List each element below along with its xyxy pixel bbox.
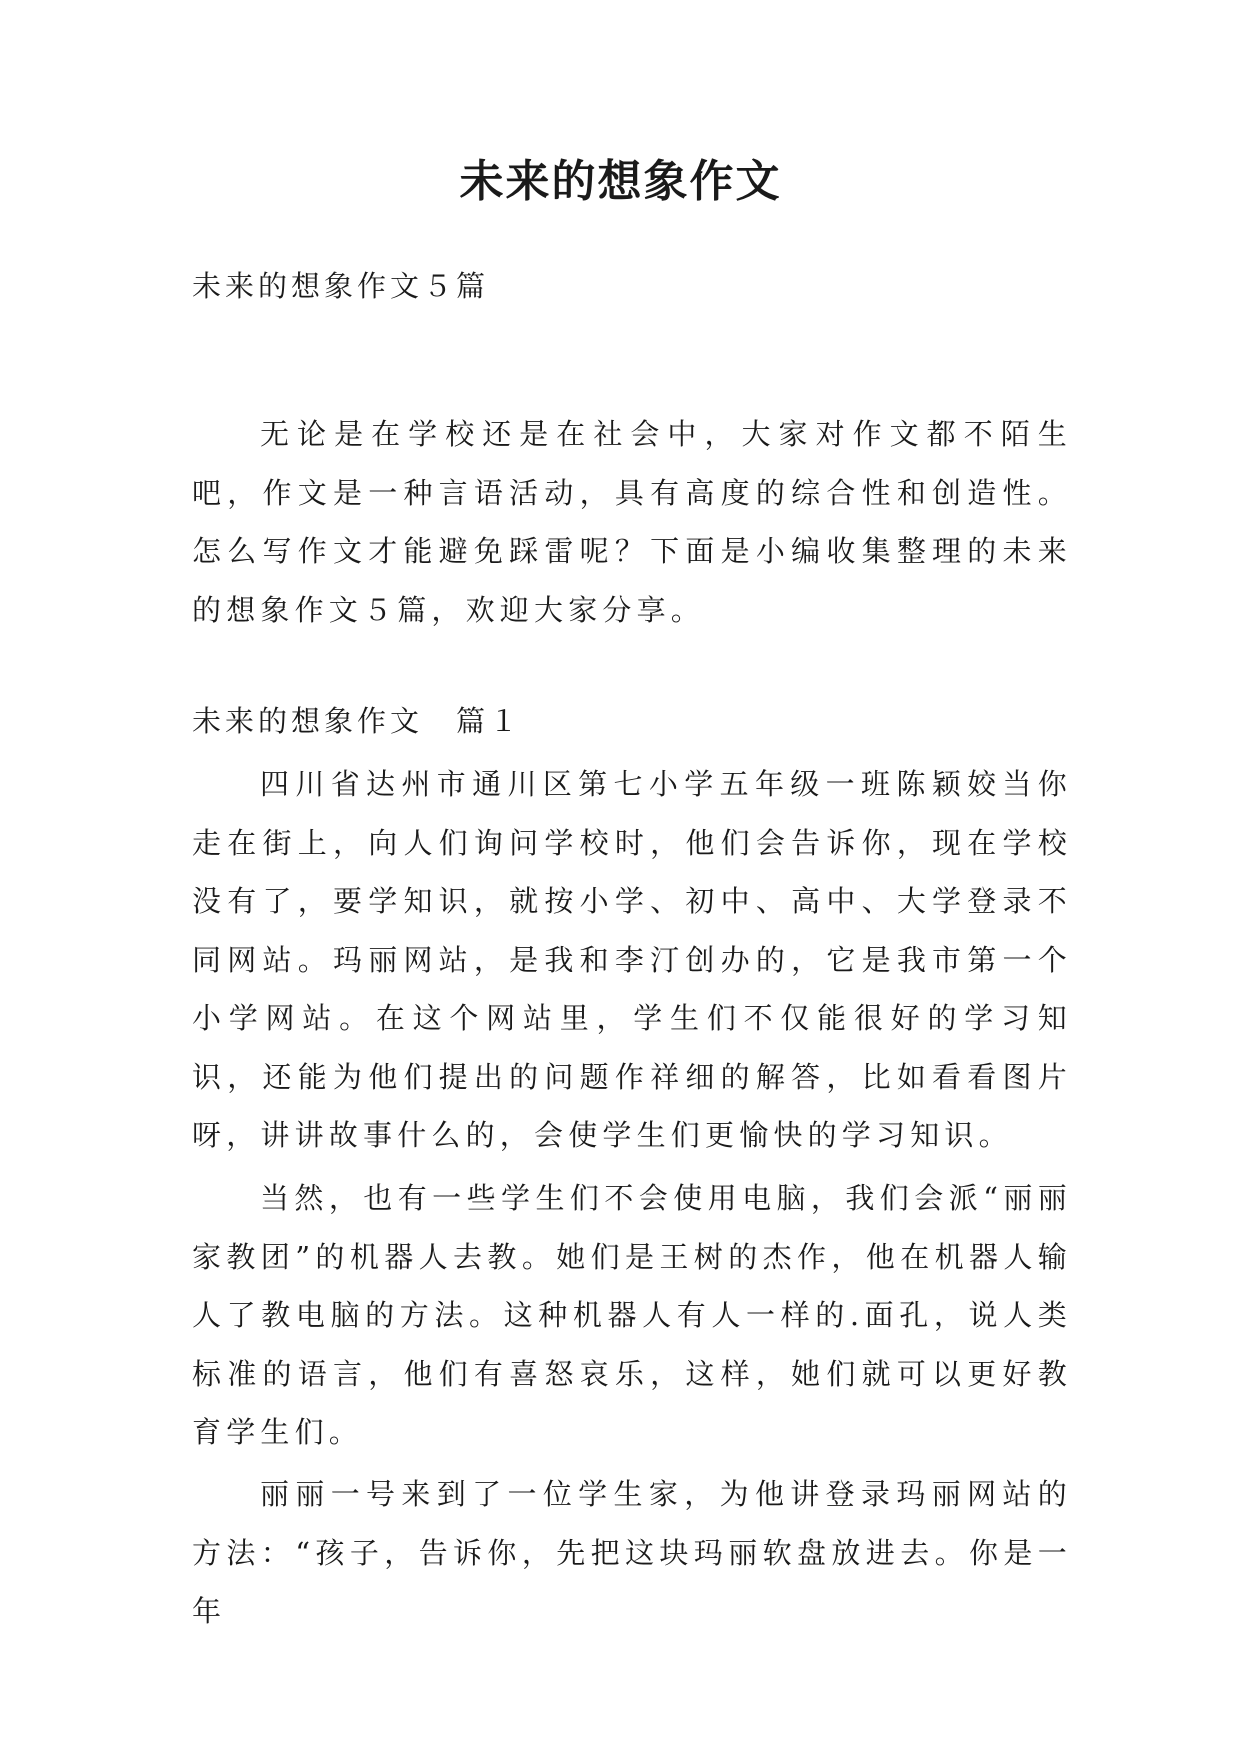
body-paragraph-2: 当然，也有一些学生们不会使用电脑，我们会派“丽丽家教团”的机器人去教。她们是王树的杰作，他在机器人输人了教电脑的方法。这种机器人有人一样的.面孔，说人类标准的语言，他们有喜怒哀乐，这样，她们就可以更好教育学生们。 — [192, 1181, 1072, 1449]
intro-paragraph: 无论是在学校还是在社会中，大家对作文都不陌生吧，作文是一种言语活动，具有高度的综合性和创造性。怎么写作文才能避免踩雷呢？下面是小编收集整理的未来的想象作文５篇，欢迎大家分享。 — [192, 417, 1072, 627]
body-paragraph-3: 丽丽一号来到了一位学生家，为他讲登录玛丽网站的方法：“孩子，告诉你，先把这块玛丽软盘放进去。你是一年 — [192, 1477, 1072, 1628]
document-subtitle: 未来的想象作文５篇 — [192, 269, 490, 303]
section-heading: 未来的想象作文 篇１ — [192, 704, 523, 738]
body-paragraph-1: 四川省达州市通川区第七小学五年级一班陈颖姣当你走在街上，向人们询问学校时，他们会告诉你，现在学校没有了，要学知识，就按小学、初中、高中、大学登录不同网站。玛丽网站，是我和李汀创办的，它是我市第一个小学网站。在这个网站里，学生们不仅能很好的学习知识，还能为他们提出的问题作祥细的解答，比如看看图片呀，讲讲故事什么的，会使学生们更愉快的学习知识。 — [192, 767, 1072, 1152]
document-title: 未来的想象作文 — [459, 156, 782, 207]
